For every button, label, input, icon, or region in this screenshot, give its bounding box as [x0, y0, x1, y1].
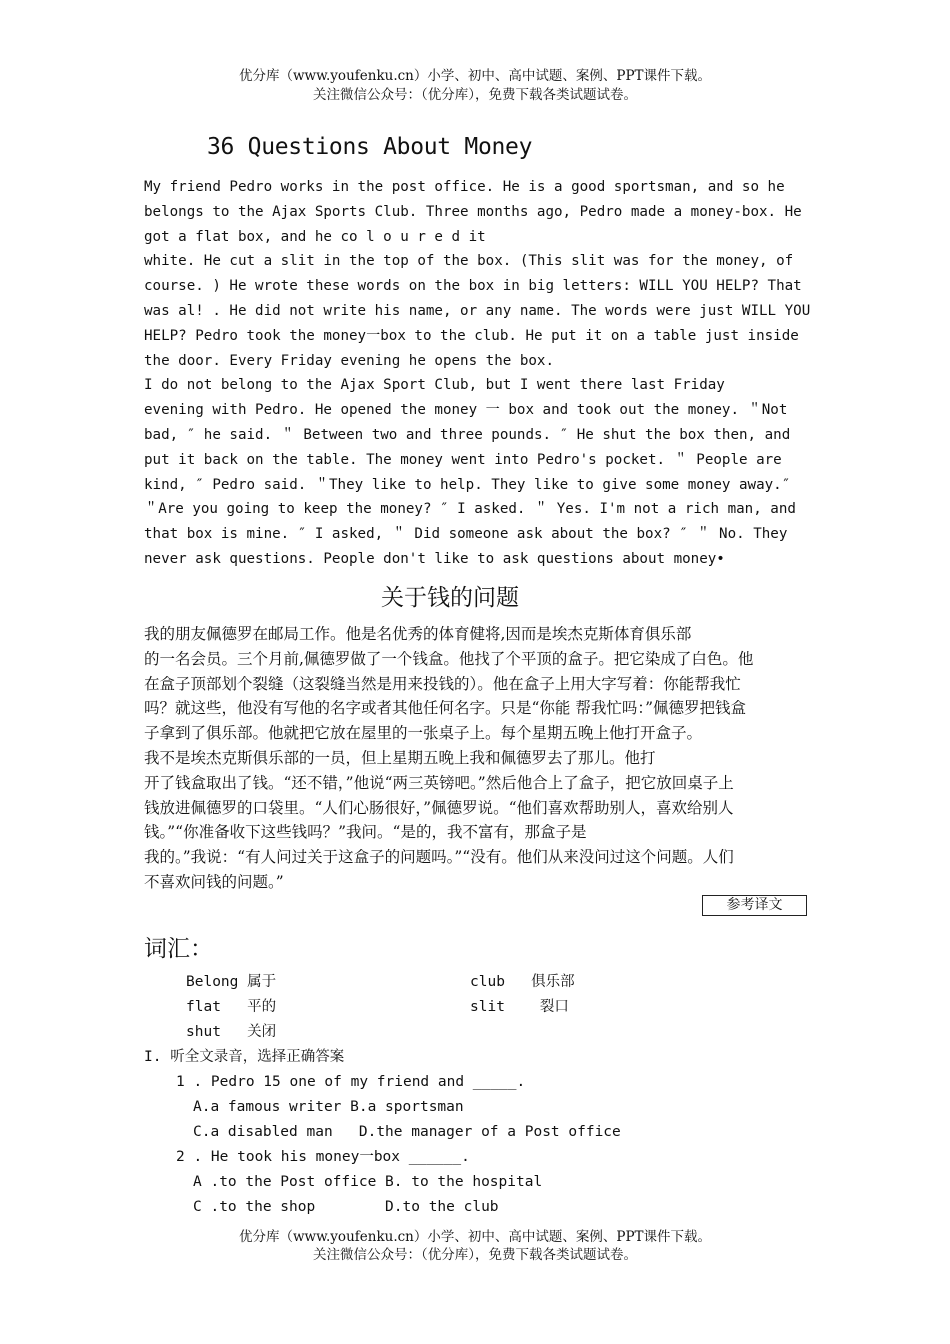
vocab-list-left	[186, 970, 276, 1045]
english-line: course. ) He wrote these words on the box in big letters: WILL YOU HELP? That	[144, 278, 802, 295]
vocab-item: Belong 属于	[186, 974, 277, 990]
chinese-line: 钱放进佩德罗的口袋里。“人们心肠很好，”佩德罗说。“他们喜欢帮助别人，喜欢给别人	[144, 798, 734, 817]
english-line: evening with Pedro. He opened the money 一 box and took out the money. ＂Not	[144, 402, 788, 419]
chinese-line: 的一名会员。三个月前,佩德罗做了一个钱盒。他找了个平顶的盒子。把它染成了白色。他	[144, 649, 754, 668]
english-line: that box is mine. ″ I asked, ＂ Did someone ask about the box? ″ ＂ No. They	[144, 526, 788, 543]
english-line: HELP? Pedro took the money一box to the club. He put it on a table just inside	[144, 327, 799, 344]
question-1-options-cd: C.a disabled man D.the manager of a Post office	[193, 1124, 621, 1140]
vocab-list-right	[470, 970, 575, 1020]
chinese-line: 钱。”“你准备收下这些钱吗？”我问。“是的，我不富有，那盒子是	[144, 823, 587, 842]
english-line: put it back on the table. The money went into Pedro's pocket. ＂ People are	[144, 451, 782, 468]
chinese-line: 在盒子顶部划个裂缝（这裂缝当然是用来投钱的）。他在盒子上用大字写着：你能帮我忙	[144, 674, 741, 693]
english-line: My friend Pedro works in the post office. He is a good sportsman, and so he	[144, 179, 785, 195]
question-2-options-cd: C .to the shop D.to the club	[193, 1199, 499, 1215]
vocab-item: shut 关闭	[186, 1024, 277, 1040]
chinese-line: 我不是埃杰克斯俱乐部的一员，但上星期五晚上我和佩德罗去了那儿。他打	[144, 748, 656, 767]
chinese-line: 我的朋友佩德罗在邮局工作。他是名优秀的体育健将,因而是埃杰克斯体育俱乐部	[144, 625, 692, 643]
header-line-2: 关注微信公众号：（优分库），免费下载各类试题试卷。	[313, 87, 637, 103]
english-line: never ask questions. People don't like to ask questions about money•	[144, 550, 725, 567]
english-line: the door. Every Friday evening he opens the box.	[144, 352, 554, 369]
vocab-title: 词汇：	[144, 936, 213, 962]
english-line: was al! . He did not write his name, or any name. The words were just WILL YOU	[144, 302, 811, 319]
vocab-item: flat 平的	[186, 999, 277, 1015]
english-passage	[144, 175, 809, 572]
question-2-options-ab: A .to the Post office B. to the hospital	[193, 1174, 543, 1190]
english-line: ＂Are you going to keep the money? ″ I asked. ＂ Yes. I'm not a rich man, and	[144, 501, 796, 518]
question-1-options-ab: A.a famous writer B.a sportsman	[193, 1099, 464, 1115]
footer-line-2: 关注微信公众号：（优分库），免费下载各类试题试卷。	[313, 1247, 637, 1263]
footer-line-1: 优分库（www.youfenku.cn）小学、初中、高中试题、案例、PPT课件下载。	[238, 1229, 712, 1245]
exercise-section	[144, 1045, 621, 1220]
english-line: I do not belong to the Ajax Sport Club, but I went there last Friday	[144, 377, 725, 394]
header-line-1: 优分库（www.youfenku.cn）小学、初中、高中试题、案例、PPT课件下载。	[238, 68, 712, 84]
page-title: 36 Questions About Money	[207, 134, 533, 160]
question-2: 2 . He took his money一box ______.	[176, 1149, 470, 1165]
english-line: kind, ″ Pedro said. ＂They like to help. They like to give some money away.″	[144, 476, 791, 493]
vocab-item: slit 裂口	[470, 999, 569, 1015]
english-line: bad, ″ he said. ＂ Between two and three pounds. ″ He shut the box then, and	[144, 426, 791, 443]
chinese-title: 关于钱的问题	[381, 585, 519, 611]
chinese-line: 子拿到了俱乐部。他就把它放在屋里的一张桌子上。每个星期五晚上他打开盒子。	[144, 724, 703, 743]
english-line: white. He cut a slit in the top of the box. (This slit was for the money, of	[144, 253, 794, 270]
english-line: got a flat box, and he co l o u r e d it	[144, 228, 486, 245]
vocab-item: club 俱乐部	[470, 974, 575, 990]
exercise-heading: I. 听全文录音，选择正确答案	[144, 1049, 345, 1065]
chinese-line: 开了钱盒取出了钱。“还不错，”他说“两三英镑吧。”然后他合上了盒子，把它放回桌子上	[144, 773, 734, 792]
reference-translation-button[interactable]: 参考译文	[702, 895, 807, 916]
chinese-passage	[144, 622, 812, 895]
english-line: belongs to the Ajax Sports Club. Three months ago, Pedro made a money-box. He	[144, 203, 802, 220]
question-1: 1 . Pedro 15 one of my friend and _____.	[176, 1074, 526, 1090]
chinese-line: 我的。”我说：“有人问过关于这盒子的问题吗。”“没有。他们从来没问过这个问题。人们	[144, 848, 734, 867]
chinese-line: 不喜欢问钱的问题。”	[144, 872, 284, 891]
chinese-line: 吗？就这些，他没有写他的名字或者其他任何名字。只是“你能 帮我忙吗：”佩德罗把钱盒	[144, 699, 747, 718]
